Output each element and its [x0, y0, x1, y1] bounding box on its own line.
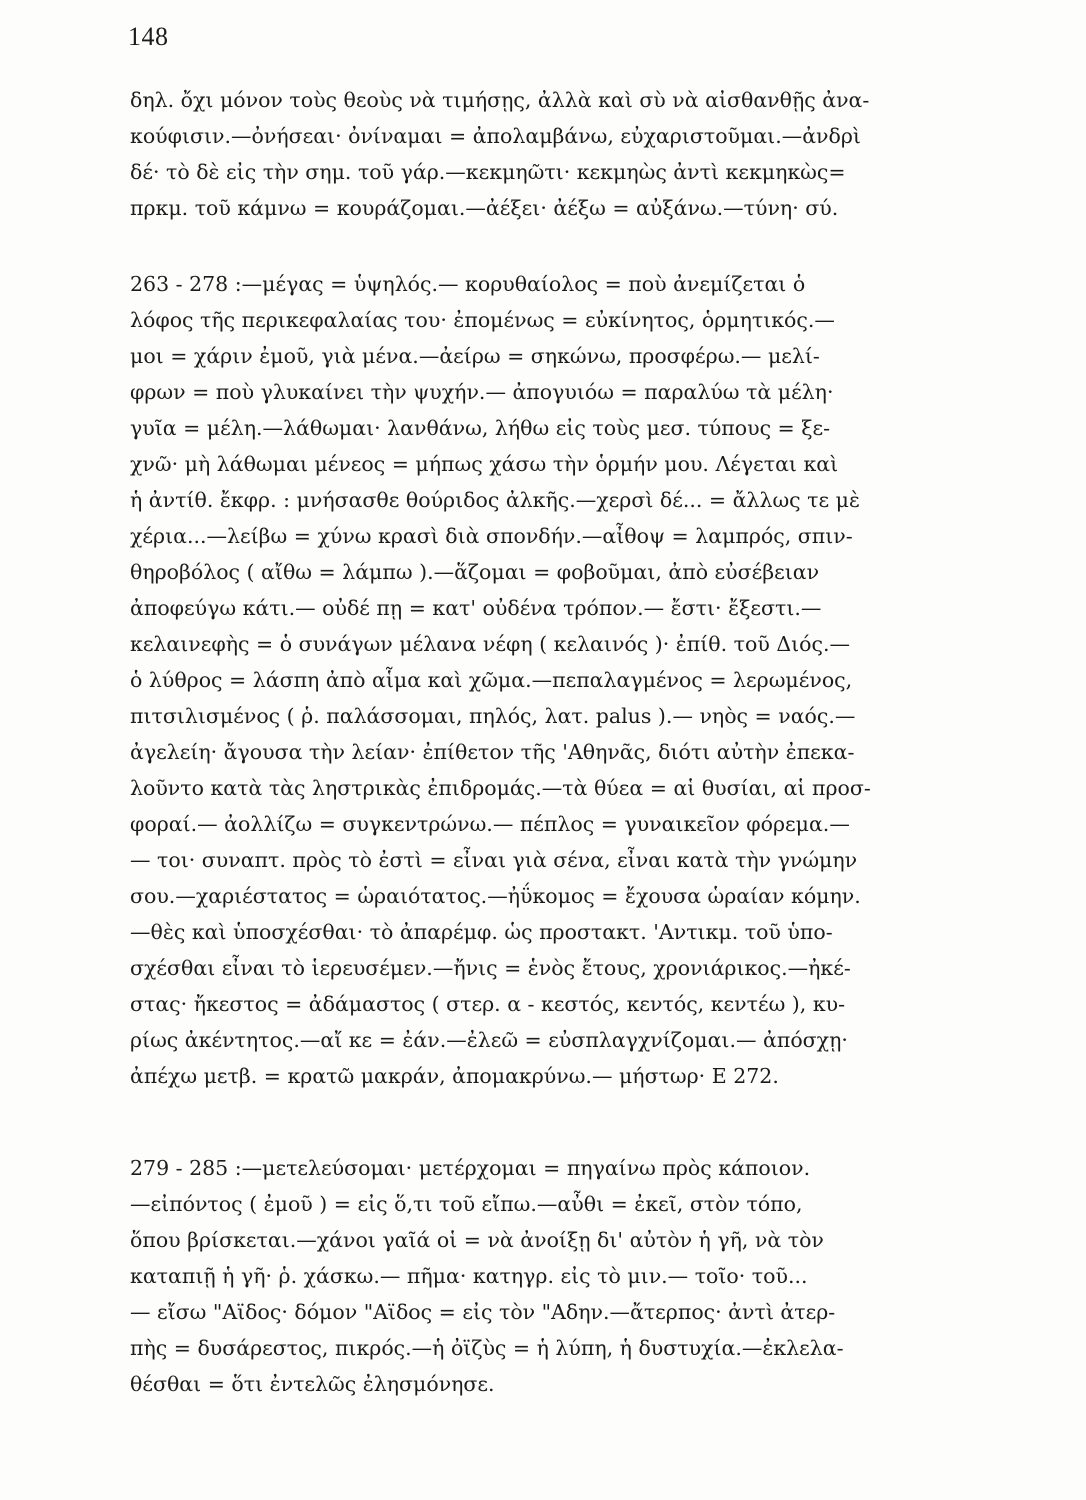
- text-line: — τοι· συναπτ. πρὸς τὸ ἐστὶ = εἶναι γιὰ σένα, εἶναι κατὰ τὴν γνώμην: [130, 848, 858, 872]
- text-line: θηροβόλος ( αἴθω = λάμπω ).—ἅζομαι = φοβοῦμαι, ἀπὸ εὐσέβειαν: [130, 560, 820, 584]
- text-line: πιτσιλισμένος ( ῥ. παλάσσομαι, πηλός, λατ. palus ).— νηὸς = ναός.—: [130, 704, 856, 728]
- text-line: μοι = χάριν ἐμοῦ, γιὰ μένα.—ἀείρω = σηκώνω, προσφέρω.— μελί-: [130, 344, 820, 368]
- text-line: στας· ἤκεστος = ἀδάμαστος ( στερ. α - κεστός, κεντός, κεντέω ), κυ-: [130, 992, 846, 1016]
- text-line: 279 - 285 :—μετελεύσομαι· μετέρχομαι = πηγαίνω πρὸς κάποιον.: [130, 1156, 811, 1180]
- text-line: πρκμ. τοῦ κάμνω = κουράζομαι.—ἀέξει· ἀέξω = αὐξάνω.—τύνη· σύ.: [130, 196, 839, 220]
- text-line: —θὲς καὶ ὑποσχέσθαι· τὸ ἀπαρέμφ. ὡς προστακτ. 'Αντικμ. τοῦ ὑπο-: [130, 920, 833, 944]
- text-line: ἀγελείη· ἄγουσα τὴν λείαν· ἐπίθετον τῆς 'Αθηνᾶς, διότι αὐτὴν ἐπεκα-: [130, 740, 855, 764]
- text-line: ὁ λύθρος = λάσπη ἀπὸ αἷμα καὶ χῶμα.—πεπαλαγμένος = λερωμένος,: [130, 668, 853, 692]
- text-line: γυῖα = μέλη.—λάθωμαι· λανθάνω, λήθω εἰς τοὺς μεσ. τύπους = ξε-: [130, 416, 831, 440]
- text-line: δέ· τὸ δὲ εἰς τὴν σημ. τοῦ γάρ.—κεκμηῶτι· κεκμηὼς ἀντὶ κεκμηκὼς=: [130, 160, 846, 184]
- text-line: κούφισιν.—ὀνήσεαι· ὀνίναμαι = ἀπολαμβάνω, εὐχαριστοῦμαι.—ἀνδρὶ: [130, 124, 861, 148]
- text-line: θέσθαι = ὅτι ἐντελῶς ἐλησμόνησε.: [130, 1372, 495, 1396]
- text-line: χνῶ· μὴ λάθωμαι μένεος = μήπως χάσω τὴν ὁρμήν μου. Λέγεται καὶ: [130, 452, 839, 476]
- text-line: 263 - 278 :—μέγας = ὑψηλός.— κορυθαίολος = ποὺ ἀνεμίζεται ὁ: [130, 272, 806, 296]
- paragraph-verses-279-285: [130, 1150, 1050, 1402]
- text-line: καταπιῇ ἡ γῆ· ῥ. χάσκω.— πῆμα· κατηγρ. εἰς τὸ μιν.— τοῖο· τοῦ...: [130, 1264, 808, 1288]
- text-line: ἀπέχω μετβ. = κρατῶ μακράν, ἀπομακρύνω.— μήστωρ· Ε 272.: [130, 1064, 779, 1088]
- text-line: — εἴσω "Αϊδος· δόμον "Αϊδος = εἰς τὸν "Αδην.—ἄτερπος· ἀντὶ ἀτερ-: [130, 1300, 836, 1324]
- text-line: ρίως ἀκέντητος.—αἴ κε = ἐάν.—ἐλεῶ = εὐσπλαγχνίζομαι.— ἀπόσχῃ·: [130, 1028, 848, 1052]
- text-line: ὅπου βρίσκεται.—χάνοι γαῖά οἱ = νὰ ἀνοίξῃ δι' αὐτὸν ἡ γῆ, νὰ τὸν: [130, 1228, 824, 1252]
- text-line: λοῦντο κατὰ τὰς ληστρικὰς ἐπιδρομάς.—τὰ θύεα = αἱ θυσίαι, αἱ προσ-: [130, 776, 871, 800]
- text-line: σου.—χαριέστατος = ὡραιότατος.—ἠΰκομος = ἔχουσα ὡραίαν κόμην.: [130, 884, 861, 908]
- text-line: δηλ. ὄχι μόνον τοὺς θεοὺς νὰ τιμήσῃς, ἀλλὰ καὶ σὺ νὰ αἰσθανθῇς ἀνα-: [130, 88, 870, 112]
- paragraph-continuation: [130, 82, 1050, 226]
- text-line: φοραί.— ἀολλίζω = συγκεντρώνω.— πέπλος = γυναικεῖον φόρεμα.—: [130, 812, 850, 836]
- text-line: λόφος τῆς περικεφαλαίας του· ἐπομένως = εὐκίνητος, ὁρμητικός.—: [130, 308, 835, 332]
- text-line: σχέσθαι εἶναι τὸ ἱερευσέμεν.—ἤνις = ἑνὸς ἔτους, χρονιάρικος.—ἠκέ-: [130, 956, 851, 980]
- page-number: 148: [128, 22, 169, 51]
- paragraph-verses-263-278: [130, 266, 1050, 1094]
- text-line: πὴς = δυσάρεστος, πικρός.—ἡ ὀϊζὺς = ἡ λύπη, ἡ δυστυχία.—ἐκλελα-: [130, 1336, 844, 1360]
- text-line: —εἰπόντος ( ἐμοῦ ) = εἰς ὅ,τι τοῦ εἴπω.—αὖθι = ἐκεῖ, στὸν τόπο,: [130, 1192, 803, 1216]
- text-line: φρων = ποὺ γλυκαίνει τὴν ψυχήν.— ἀπογυιόω = παραλύω τὰ μέλη·: [130, 380, 834, 404]
- text-line: ἀποφεύγω κάτι.— οὐδέ πῃ = κατ' οὐδένα τρόπον.— ἔστι· ἔξεστι.—: [130, 596, 822, 620]
- text-line: ἡ ἀντίθ. ἔκφρ. : μνήσασθε θούριδος ἀλκῆς.—χερσὶ δέ... = ἄλλως τε μὲ: [130, 488, 860, 512]
- text-line: χέρια...—λείβω = χύνω κρασὶ διὰ σπονδήν.—αἶθοψ = λαμπρός, σπιν-: [130, 524, 853, 548]
- text-line: κελαινεφὴς = ὁ συνάγων μέλανα νέφη ( κελαινός )· ἐπίθ. τοῦ Διός.—: [130, 632, 851, 656]
